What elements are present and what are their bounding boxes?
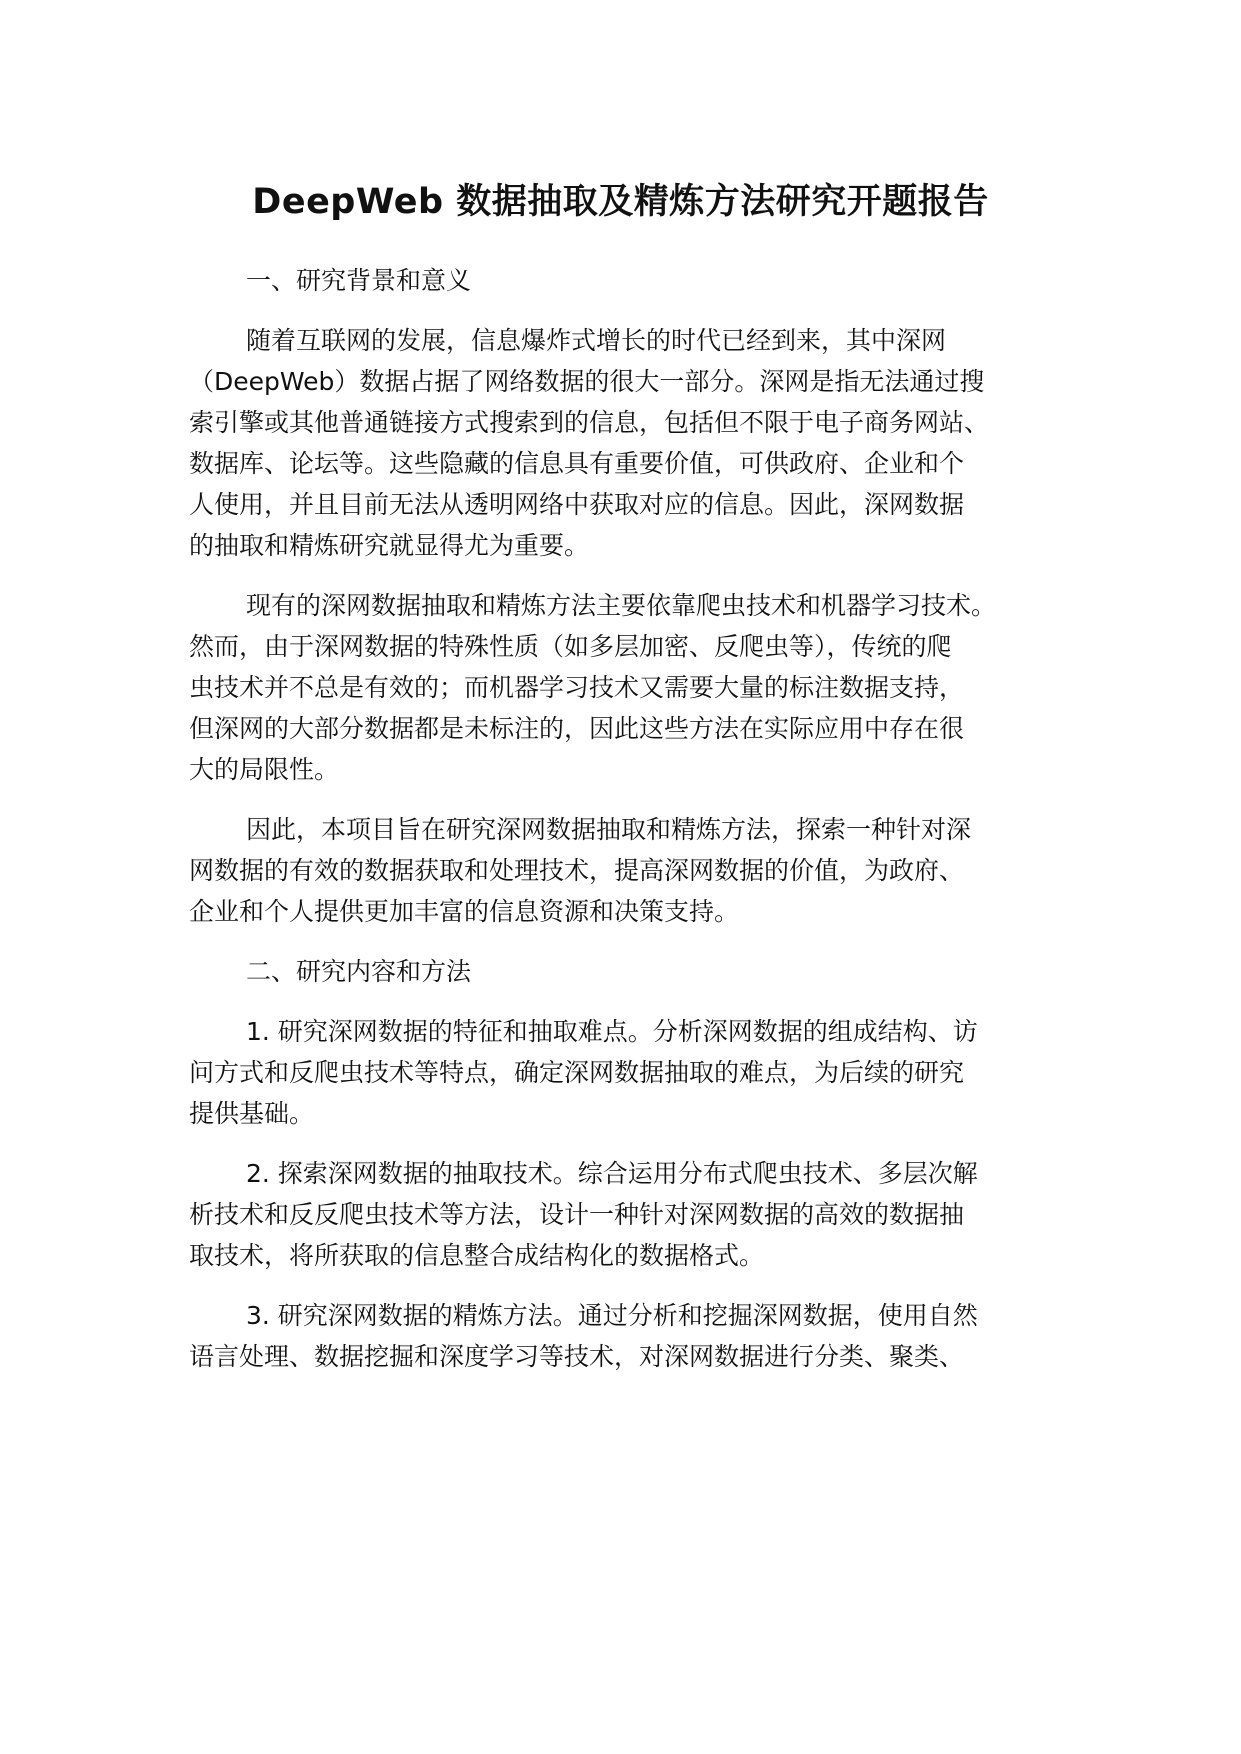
document-title: DeepWeb 数据抽取及精炼方法研究开题报告 — [252, 182, 989, 222]
section-heading-1: 一、研究背景和意义 — [246, 266, 472, 295]
list-item-line: 提供基础。 — [189, 1099, 315, 1128]
list-item-line: 取技术，将所获取的信息整合成结构化的数据格式。 — [189, 1241, 765, 1270]
paragraph-line: 索引擎或其他普通链接方式搜索到的信息，包括但不限于电子商务网站、 — [189, 408, 990, 437]
paragraph-line: 因此，本项目旨在研究深网数据抽取和精炼方法，探索一种针对深 — [246, 815, 972, 844]
paragraph-line: 大的局限性。 — [189, 755, 340, 784]
section-heading-2: 二、研究内容和方法 — [246, 957, 472, 986]
list-item-line: 析技术和反反爬虫技术等方法，设计一种针对深网数据的高效的数据抽 — [189, 1200, 965, 1229]
paragraph-line: 企业和个人提供更加丰富的信息资源和决策支持。 — [189, 897, 740, 926]
paragraph-line: 虫技术并不总是有效的；而机器学习技术又需要大量的标注数据支持， — [189, 673, 965, 702]
paragraph-line: 网数据的有效的数据获取和处理技术，提高深网数据的价值，为政府、 — [189, 856, 965, 885]
paragraph-line: 的抽取和精炼研究就显得尤为重要。 — [189, 531, 590, 560]
paragraph-line: 数据库、论坛等。这些隐藏的信息具有重要价值，可供政府、企业和个 — [189, 449, 965, 478]
paragraph-line: 然而，由于深网数据的特殊性质（如多层加密、反爬虫等），传统的爬 — [189, 632, 952, 661]
list-item-line: 3. 研究深网数据的精炼方法。通过分析和挖掘深网数据，使用自然 — [246, 1301, 978, 1330]
paragraph-line: 但深网的大部分数据都是未标注的，因此这些方法在实际应用中存在很 — [189, 714, 965, 743]
list-item-line: 语言处理、数据挖掘和深度学习等技术，对深网数据进行分类、聚类、 — [189, 1342, 965, 1371]
paragraph-line: （DeepWeb）数据占据了网络数据的很大一部分。深网是指无法通过搜 — [189, 367, 985, 396]
list-item-line: 2. 探索深网数据的抽取技术。综合运用分布式爬虫技术、多层次解 — [246, 1159, 978, 1188]
paragraph-line: 随着互联网的发展，信息爆炸式增长的时代已经到来，其中深网 — [246, 326, 947, 355]
list-item-line: 1. 研究深网数据的特征和抽取难点。分析深网数据的组成结构、访 — [246, 1017, 978, 1046]
paragraph-line: 人使用，并且目前无法从透明网络中获取对应的信息。因此，深网数据 — [189, 490, 965, 519]
list-item-line: 问方式和反爬虫技术等特点，确定深网数据抽取的难点，为后续的研究 — [189, 1058, 965, 1087]
paragraph-line: 现有的深网数据抽取和精炼方法主要依靠爬虫技术和机器学习技术。 — [246, 591, 997, 620]
